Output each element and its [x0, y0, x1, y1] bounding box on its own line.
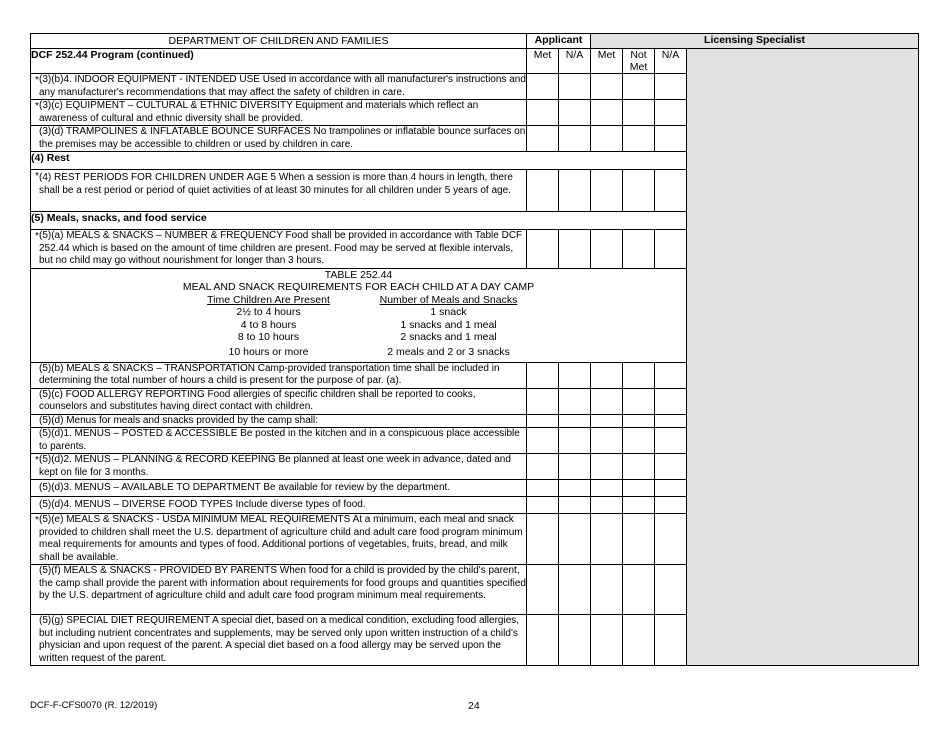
requirement-text [31, 480, 527, 497]
requirement-r9: (5)(d)1. MENUS – POSTED & ACCESSIBLE Be posted in the kitchen and in a conspicuous place accessible to parents. [39, 428, 520, 452]
applicant-met-box[interactable] [527, 388, 559, 414]
meal-time: 4 to 8 hours [240, 318, 297, 331]
applicant-na-box[interactable] [559, 414, 591, 428]
requirement-r12: (5)(d)4. MENUS – DIVERSE FOOD TYPES Include diverse types of food. [39, 499, 366, 510]
applicant-na-box[interactable] [559, 126, 591, 152]
specialist-na-box[interactable] [655, 230, 687, 269]
specialist-not-met-box[interactable] [623, 454, 655, 480]
requirement-text [31, 362, 527, 388]
meal-count: 2 meals and 2 or 3 snacks [387, 345, 510, 358]
specialist-not-met-box[interactable] [623, 428, 655, 454]
specialist-na-box[interactable] [655, 414, 687, 428]
specialist-na-box[interactable] [655, 565, 687, 615]
specialist-na-box[interactable] [655, 615, 687, 666]
section-heading-rest: (4) Rest [31, 152, 687, 170]
applicant-met-box[interactable] [527, 126, 559, 152]
required-marker: * [35, 101, 39, 112]
applicant-met-box[interactable] [527, 100, 559, 126]
meal-time: 8 to 10 hours [237, 331, 300, 343]
specialist-met-box[interactable] [591, 362, 623, 388]
specialist-na-box[interactable] [655, 362, 687, 388]
specialist-not-met-box[interactable] [623, 74, 655, 100]
meal-table-col-time: Time Children Are Present [207, 293, 330, 306]
applicant-na-box[interactable] [559, 100, 591, 126]
requirement-r8: (5)(d) Menus for meals and snacks provided by the camp shall: [39, 414, 319, 426]
requirement-text [31, 414, 527, 428]
specialist-met-box[interactable] [591, 428, 623, 454]
program-title: DCF 252.44 Program (continued) [31, 49, 527, 74]
requirement-r14: (5)(f) MEALS & SNACKS - PROVIDED BY PARENTS When food for a child is provided by the child's parent, the camp shall provide the parent with information about requirements for food groups and quantities specified by the U.S. department of agriculture child and adult care food program minimum meal requirements. [39, 565, 526, 601]
licensing-specialist-header: Licensing Specialist [591, 34, 919, 49]
requirement-text [31, 126, 527, 152]
specialist-na-box[interactable] [655, 74, 687, 100]
applicant-na-box[interactable] [559, 615, 591, 666]
specialist-not-met-box[interactable] [623, 100, 655, 126]
specialist-met-box[interactable] [591, 74, 623, 100]
requirement-r6: (5)(b) MEALS & SNACKS – TRANSPORTATION Camp-provided transportation time shall be included in determining the total number of hours a child is present for the purpose of par. (a). [39, 362, 500, 386]
section-heading-meals: (5) Meals, snacks, and food service [31, 212, 687, 230]
applicant-na-box[interactable] [559, 170, 591, 212]
specialist-met-box[interactable] [591, 497, 623, 514]
applicant-met-box[interactable] [527, 497, 559, 514]
requirement-r5: (5)(a) MEALS & SNACKS – NUMBER & FREQUENCY Food shall be provided in accordance with Table DCF 252.44 which is based on the amount of time children are present. Food may be served at flexible intervals, but no child may go without nourishment for longer than 3 hours. [39, 230, 523, 266]
meal-table-row-item [31, 346, 686, 359]
meal-requirements-table [31, 268, 687, 362]
meal-count: 2 snacks and 1 meal [400, 331, 497, 343]
required-marker: * [35, 75, 39, 86]
applicant-na-box[interactable] [559, 454, 591, 480]
page-number: 24 [468, 700, 480, 712]
form-page [30, 33, 918, 666]
applicant-met-box[interactable] [527, 454, 559, 480]
requirement-text [31, 428, 527, 454]
department-header: DEPARTMENT OF CHILDREN AND FAMILIES [31, 34, 527, 49]
specialist-met-box[interactable] [591, 230, 623, 269]
meal-table-row-item [31, 331, 686, 344]
meal-count: 1 snacks and 1 meal [400, 318, 497, 331]
specialist-na-box[interactable] [655, 388, 687, 414]
specialist-not-met-box[interactable] [623, 414, 655, 428]
meal-table-title: TABLE 252.44 [324, 268, 393, 281]
applicant-na-box[interactable] [559, 230, 591, 269]
applicant-met-box[interactable] [527, 514, 559, 565]
col-applicant-na: N/A [559, 49, 591, 74]
applicant-header: Applicant [527, 34, 591, 49]
specialist-not-met-box[interactable] [623, 362, 655, 388]
meal-table-col-meals: Number of Meals and Snacks [379, 293, 518, 306]
requirement-r3: (3)(d) TRAMPOLINES & INFLATABLE BOUNCE SURFACES No trampolines or inflatable bounce surfaces on the premises may be accessible to children or used by children in care. [39, 126, 526, 150]
requirement-r2: (3)(c) EQUIPMENT – CULTURAL & ETHNIC DIVERSITY Equipment and materials which reflect an awareness of cultural and ethnic diversity shall be provided. [39, 100, 479, 124]
specialist-met-box[interactable] [591, 170, 623, 212]
requirement-text [31, 454, 527, 480]
applicant-met-box[interactable] [527, 565, 559, 615]
meal-time: 10 hours or more [228, 345, 309, 358]
specialist-not-met-box[interactable] [623, 615, 655, 666]
requirement-r15: (5)(g) SPECIAL DIET REQUIREMENT A special diet, based on a medical condition, excluding food allergies, but including nutrient concentrates and supplements, may be served only upon written instruction of a child's physician and upon request of the parent. A special diet based on a food allergy may be served upon the written request of the parent. [39, 615, 520, 664]
specialist-not-met-box[interactable] [623, 480, 655, 497]
requirement-r1: (3)(b)4. INDOOR EQUIPMENT - INTENDED USE Used in accordance with all manufacturer's instructions and any manufacturer's recommendations that may affect the safety of children in care. [39, 74, 526, 98]
requirement-r13: (5)(e) MEALS & SNACKS - USDA MINIMUM MEAL REQUIREMENTS At a minimum, each meal and snack provided to children shall meet the U.S. department of agriculture child and adult care food program minimum meal requirements for amounts and types of food. Additional portions of vegetables, fruits, bread, and milk shall be available. [39, 514, 523, 563]
requirement-text [31, 565, 527, 615]
specialist-not-met-box[interactable] [623, 514, 655, 565]
specialist-not-met-box[interactable] [623, 388, 655, 414]
applicant-na-box[interactable] [559, 74, 591, 100]
specialist-na-box[interactable] [655, 170, 687, 212]
meal-table-row-item [31, 306, 686, 319]
applicant-na-box[interactable] [559, 497, 591, 514]
specialist-na-box[interactable] [655, 126, 687, 152]
specialist-not-met-box[interactable] [623, 230, 655, 269]
applicant-met-box[interactable] [527, 615, 559, 666]
requirement-text [31, 514, 527, 565]
applicant-met-box[interactable] [527, 170, 559, 212]
applicant-na-box[interactable] [559, 514, 591, 565]
specialist-na-box[interactable] [655, 454, 687, 480]
requirement-r10: (5)(d)2. MENUS – PLANNING & RECORD KEEPING Be planned at least one week in advance, dated and kept on file for 3 months. [39, 454, 511, 478]
specialist-na-box[interactable] [655, 514, 687, 565]
requirement-text [31, 615, 527, 666]
requirement-text [31, 100, 527, 126]
requirement-text [31, 497, 527, 514]
specialist-met-box[interactable] [591, 100, 623, 126]
col-applicant-met: Met [527, 49, 559, 74]
applicant-met-box[interactable] [527, 414, 559, 428]
applicant-met-box[interactable] [527, 74, 559, 100]
applicant-met-box[interactable] [527, 480, 559, 497]
meal-table-subtitle: MEAL AND SNACK REQUIREMENTS FOR EACH CHILD AT A DAY CAMP [182, 281, 535, 293]
required-marker: * [35, 515, 39, 526]
specialist-met-box[interactable] [591, 414, 623, 428]
applicant-na-box[interactable] [559, 388, 591, 414]
col-specialist-na: N/A [655, 49, 687, 74]
specialist-na-box[interactable] [655, 428, 687, 454]
specialist-met-box[interactable] [591, 454, 623, 480]
licensing-specialist-notes [687, 49, 919, 666]
specialist-met-box[interactable] [591, 480, 623, 497]
requirement-r11: (5)(d)3. MENUS – AVAILABLE TO DEPARTMENT Be available for review by the department. [39, 482, 451, 493]
requirement-text [31, 388, 527, 414]
required-marker: * [35, 231, 39, 242]
meal-table-row-item [31, 319, 686, 332]
checklist-table [30, 33, 919, 666]
specialist-met-box[interactable] [591, 388, 623, 414]
applicant-na-box[interactable] [559, 480, 591, 497]
applicant-met-box[interactable] [527, 362, 559, 388]
meal-count: 1 snack [430, 306, 467, 318]
specialist-not-met-box[interactable] [623, 565, 655, 615]
specialist-na-box[interactable] [655, 100, 687, 126]
specialist-met-box[interactable] [591, 126, 623, 152]
required-marker: * [35, 455, 39, 466]
applicant-met-box[interactable] [527, 230, 559, 269]
applicant-met-box[interactable] [527, 428, 559, 454]
specialist-met-box[interactable] [591, 514, 623, 565]
specialist-not-met-box[interactable] [623, 497, 655, 514]
col-specialist-not-met: Not Met [623, 49, 655, 74]
applicant-na-box[interactable] [559, 428, 591, 454]
requirement-r4: (4) REST PERIODS FOR CHILDREN UNDER AGE 5 When a session is more than 4 hours in length, there shall be a rest period or period of quiet activities of at least 30 minutes for all children under 5 years of age. [39, 172, 513, 196]
specialist-met-box[interactable] [591, 615, 623, 666]
requirement-text [31, 170, 527, 212]
specialist-na-box[interactable] [655, 480, 687, 497]
col-specialist-met: Met [591, 49, 623, 74]
requirement-text [31, 74, 527, 100]
specialist-not-met-box[interactable] [623, 126, 655, 152]
specialist-na-box[interactable] [655, 497, 687, 514]
form-number: DCF-F-CFS0070 (R. 12/2019) [30, 700, 158, 711]
specialist-not-met-box[interactable] [623, 170, 655, 212]
specialist-met-box[interactable] [591, 565, 623, 615]
required-marker: * [35, 171, 39, 182]
applicant-na-box[interactable] [559, 362, 591, 388]
applicant-na-box[interactable] [559, 565, 591, 615]
requirement-text [31, 230, 527, 269]
meal-time: 2½ to 4 hours [236, 306, 301, 318]
requirement-r7: (5)(c) FOOD ALLERGY REPORTING Food allergies of specific children shall be reported to cooks, counselors and substitutes having direct contact with children. [39, 388, 476, 412]
